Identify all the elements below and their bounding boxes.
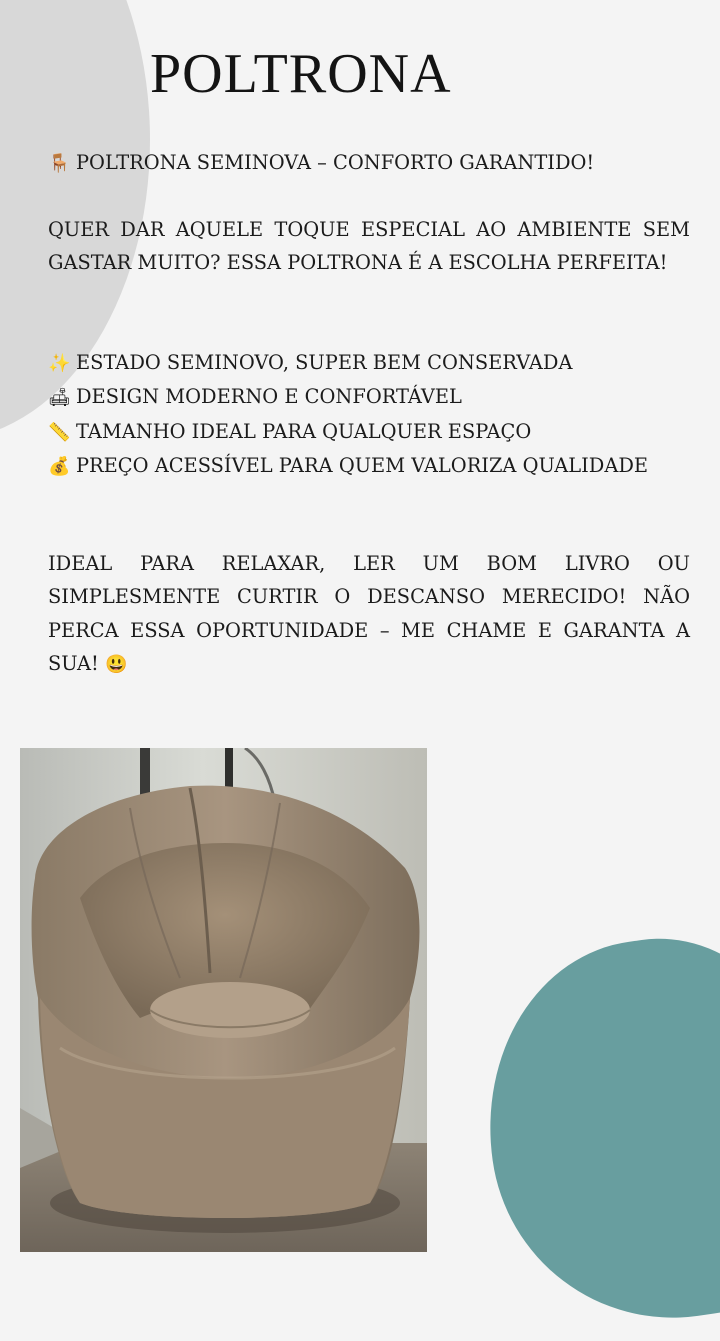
ruler-icon: 📏 <box>48 421 71 443</box>
feature-list <box>48 346 690 484</box>
feature-text: ESTADO SEMINOVO, SUPER BEM CONSERVADA <box>76 351 573 374</box>
armchair-photo-svg <box>20 748 427 1252</box>
page-title: POLTRONA <box>150 43 452 105</box>
feature-item <box>48 415 690 449</box>
intro-paragraph: QUER DAR AQUELE TOQUE ESPECIAL AO AMBIENTE SEM GASTAR MUITO? ESSA POLTRONA É A ESCOLHA PERFEITA! <box>48 218 690 275</box>
smiley-icon: 😃 <box>105 654 128 676</box>
sparkles-icon: ✨ <box>48 353 71 374</box>
feature-item <box>48 380 690 414</box>
feature-item <box>48 346 690 380</box>
feature-text: DESIGN MODERNO E CONFORTÁVEL <box>76 385 462 409</box>
seat-cushion <box>150 982 310 1038</box>
chair-icon: 🪑 <box>48 153 71 174</box>
headline-text: POLTRONA SEMINOVA – CONFORTO GARANTIDO! <box>76 151 595 174</box>
armchair-photo <box>20 748 427 1252</box>
closing-paragraph <box>48 547 690 682</box>
closing-text: IDEAL PARA RELAXAR, LER UM BOM LIVRO OU SIMPLESMENTE CURTIR O DESCANSO MERECIDO! NÃO PERCA ESSA OPORTUNIDADE – ME CHAME E GARANTA A SUA! <box>48 552 690 676</box>
feature-text: TAMANHO IDEAL PARA QUALQUER ESPAÇO <box>76 419 532 443</box>
money-bag-icon: 💰 <box>48 456 71 478</box>
couch-icon: 🛋 <box>48 387 71 409</box>
feature-text: PREÇO ACESSÍVEL PARA QUEM VALORIZA QUALIDADE <box>76 454 649 478</box>
feature-item <box>48 449 690 483</box>
decorative-teal-blob <box>465 919 720 1341</box>
headline <box>48 146 690 180</box>
